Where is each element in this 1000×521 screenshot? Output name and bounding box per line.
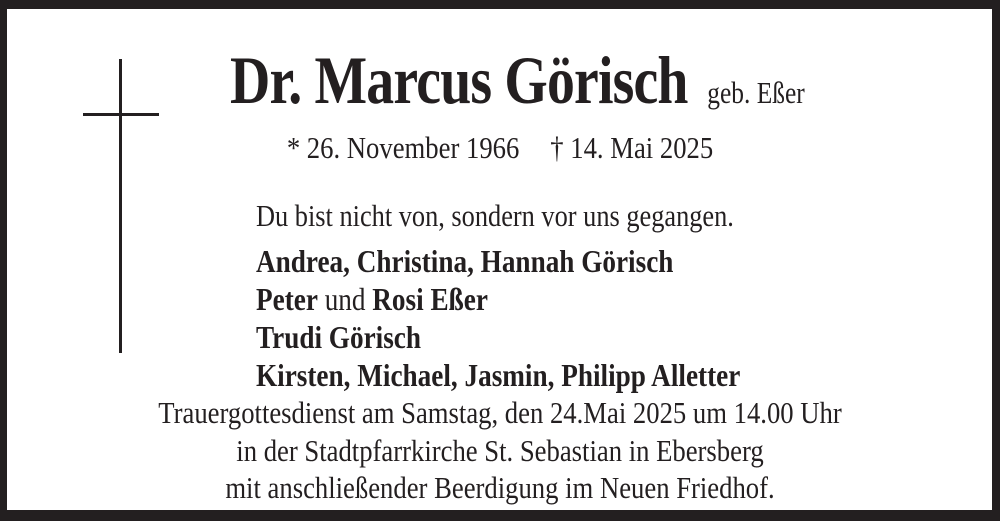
frame-border-right bbox=[992, 0, 1000, 521]
condolence-quote: Du bist nicht von, sondern vor uns gegangen. bbox=[256, 198, 734, 233]
deceased-name: Dr. Marcus Görisch bbox=[230, 42, 688, 118]
mourner-name: Andrea, Christina, Hannah Görisch bbox=[256, 243, 674, 279]
mourner-line bbox=[256, 318, 740, 356]
frame-border-top bbox=[0, 0, 1000, 9]
mourners-list bbox=[256, 242, 740, 394]
service-block bbox=[70, 394, 930, 507]
cross-vertical-bar bbox=[119, 59, 122, 353]
mourner-name: Peter bbox=[256, 281, 318, 317]
maiden-name: geb. Eßer bbox=[707, 75, 805, 110]
service-line: in der Stadtpfarrkirche St. Sebastian in Ebersberg bbox=[236, 432, 764, 468]
mourner-name: Rosi Eßer bbox=[372, 281, 488, 317]
mourner-line bbox=[256, 356, 740, 394]
service-line: mit anschließender Beerdigung im Neuen Friedhof. bbox=[225, 470, 775, 505]
mourner-name: Trudi Görisch bbox=[256, 319, 421, 355]
death-date: † 14. Mai 2025 bbox=[550, 130, 714, 165]
service-line: Trauergottesdienst am Samstag, den 24.Mai 2025 um 14.00 Uhr bbox=[158, 395, 842, 430]
frame-border-bottom bbox=[0, 510, 1000, 521]
mourner-name: Kirsten, Michael, Jasmin, Philipp Alletter bbox=[256, 357, 741, 393]
frame-border-left bbox=[0, 0, 7, 521]
cross-horizontal-bar bbox=[83, 113, 159, 116]
birth-date: * 26. November 1966 bbox=[286, 130, 520, 165]
mourner-line bbox=[256, 242, 740, 280]
mourner-line bbox=[256, 280, 740, 318]
life-dates bbox=[70, 129, 930, 166]
connector-text: und bbox=[317, 281, 373, 317]
title-row bbox=[230, 42, 805, 118]
